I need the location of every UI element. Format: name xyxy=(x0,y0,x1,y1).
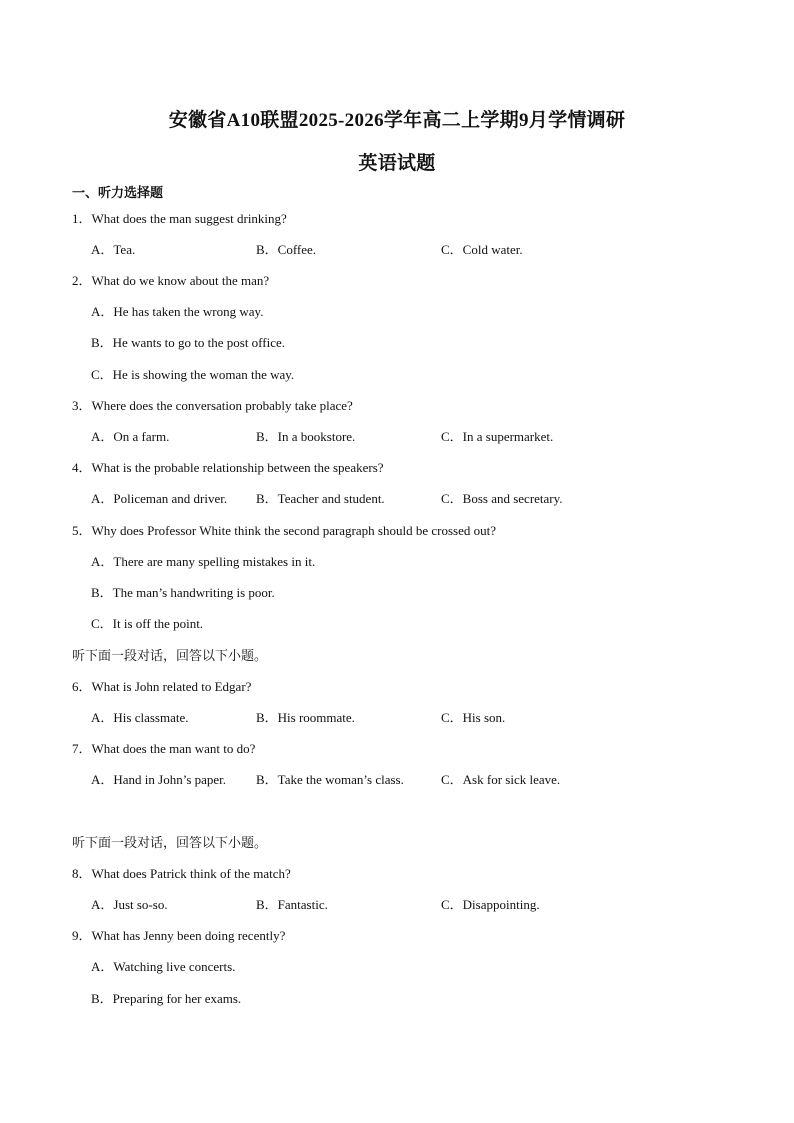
q8-option-b: B．Fantastic. xyxy=(256,897,328,912)
instruction-listen-dialogue-1: 听下面一段对话，回答以下小题。 xyxy=(72,648,268,663)
q4-option-c: C．Boss and secretary. xyxy=(441,491,563,506)
q7-option-c: C．Ask for sick leave. xyxy=(441,772,561,787)
q3-option-a: A．On a farm. xyxy=(91,429,170,444)
page-title: 安徽省A10联盟2025-2026学年高二上学期9月学情调研 xyxy=(168,110,626,131)
question-4: 4．What is the probable relationship between the speakers? xyxy=(72,460,384,475)
question-8: 8．What does Patrick think of the match? xyxy=(72,866,291,881)
instruction-listen-dialogue-2: 听下面一段对话，回答以下小题。 xyxy=(72,835,268,850)
q9-option-a: A．Watching live concerts. xyxy=(91,959,236,974)
q8-option-c: C．Disappointing. xyxy=(441,897,540,912)
question-7: 7．What does the man want to do? xyxy=(72,741,256,756)
q5-option-c: C．It is off the point. xyxy=(91,616,204,631)
q7-option-b: B．Take the woman’s class. xyxy=(256,772,404,787)
q6-option-a: A．His classmate. xyxy=(91,710,189,725)
q1-option-a: A．Tea. xyxy=(91,242,136,257)
q1-option-c: C．Cold water. xyxy=(441,242,523,257)
page-subtitle: 英语试题 xyxy=(358,153,436,174)
q2-option-b: B．He wants to go to the post office. xyxy=(91,335,286,350)
question-2: 2．What do we know about the man? xyxy=(72,273,270,288)
q1-option-b: B．Coffee. xyxy=(256,242,317,257)
question-9: 9．What has Jenny been doing recently? xyxy=(72,928,286,943)
q6-option-c: C．His son. xyxy=(441,710,506,725)
q4-option-a: A．Policeman and driver. xyxy=(91,491,228,506)
q7-option-a: A．Hand in John’s paper. xyxy=(91,772,227,787)
question-3: 3．Where does the conversation probably take place? xyxy=(72,398,353,413)
q5-option-a: A．There are many spelling mistakes in it. xyxy=(91,554,316,569)
q2-option-c: C．He is showing the woman the way. xyxy=(91,367,295,382)
question-5: 5．Why does Professor White think the second paragraph should be crossed out? xyxy=(72,523,496,538)
q8-option-a: A．Just so-so. xyxy=(91,897,168,912)
q5-option-b: B．The man’s handwriting is poor. xyxy=(91,585,275,600)
question-6: 6．What is John related to Edgar? xyxy=(72,679,252,694)
q4-option-b: B．Teacher and student. xyxy=(256,491,385,506)
q6-option-b: B．His roommate. xyxy=(256,710,355,725)
question-1: 1．What does the man suggest drinking? xyxy=(72,211,287,226)
section-heading-listening: 一、听力选择题 xyxy=(72,185,164,200)
q3-option-c: C．In a supermarket. xyxy=(441,429,554,444)
q9-option-b: B．Preparing for her exams. xyxy=(91,991,242,1006)
q3-option-b: B．In a bookstore. xyxy=(256,429,356,444)
q2-option-a: A．He has taken the wrong way. xyxy=(91,304,264,319)
